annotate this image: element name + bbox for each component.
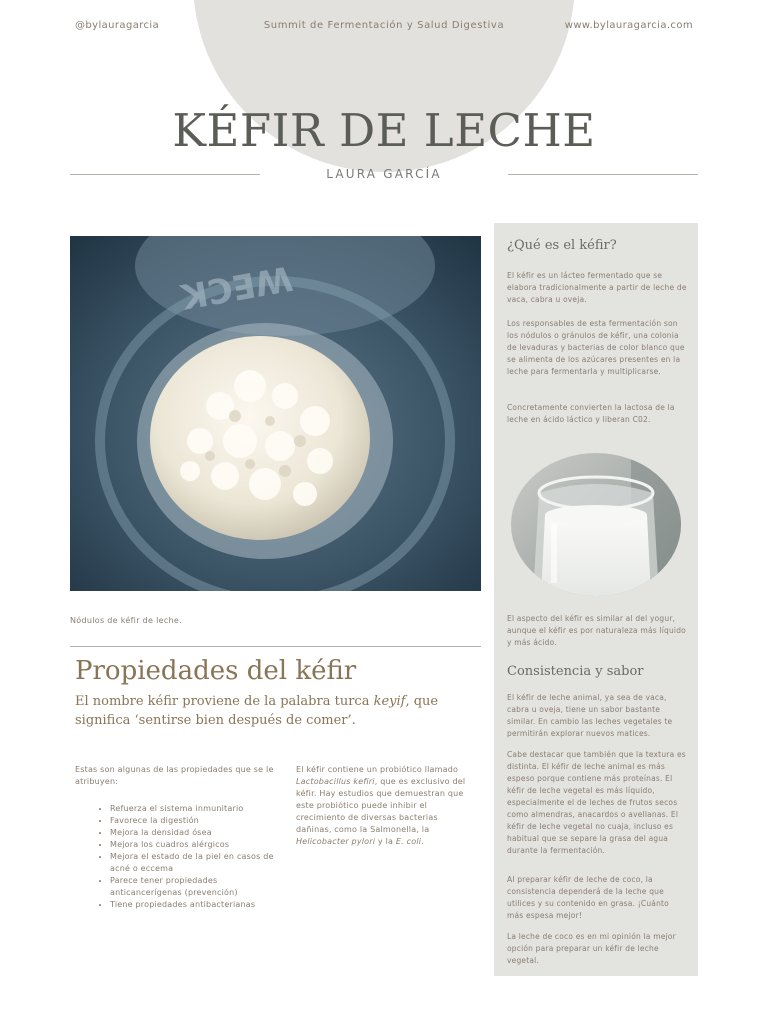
social-handle: @bylauragarcia <box>75 20 160 31</box>
sidebar-paragraph: El kéfir es un lácteo fermentado que se elabora tradicionalmente a partir de leche de vaca, cabra u oveja. <box>507 271 687 304</box>
page-title: KÉFIR DE LECHE <box>172 104 596 157</box>
list-item: • Mejora los cuadros alérgicos <box>110 839 280 851</box>
probiotic-paragraph: El kéfir contiene un probiótico llamado Lactobacillus kefiri, que es exclusivo del kéfir. Hay estudios que demuestran que este probiótico puede inhibir el crecimiento de diversas bacterias dañinas, como la Salmonella, la Helicobacter pylori y la E. coli. <box>296 765 466 846</box>
sidebar-paragraph: Cabe destacar que también que la textura es distinta. El kéfir de leche animal es más espeso porque contiene más proteínas. El kéfir de leche vegetal es más líquido, especialmente el de leches de frutos secos como almendras, anacardos o avellanas. El kéfir de leche vegetal no cuaja, incluso es habitual que se separe la grasa del agua durante la fermentación. <box>507 750 686 855</box>
kefir-grains-photo <box>70 236 481 591</box>
properties-intro: Estas son algunas de las propiedades que se le atribuyen: <box>75 765 274 786</box>
list-item: • Parece tener propiedades anticancerígenas (prevención) <box>110 875 280 899</box>
event-name: Summit de Fermentación y Salud Digestiva <box>263 20 505 31</box>
list-item: • Mejora la densidad ósea <box>110 827 280 839</box>
list-item: • Tiene propiedades antibacterianas <box>110 899 280 911</box>
kefir-glass-photo <box>511 453 681 596</box>
properties-list <box>75 803 280 911</box>
sidebar-heading-what: ¿Qué es el kéfir? <box>507 238 617 253</box>
sidebar-paragraph: Concretamente convierten la lactosa de la leche en ácido láctico y liberan C02. <box>507 403 675 424</box>
properties-heading: Propiedades del kéfir <box>75 656 357 686</box>
sidebar-paragraph: Al preparar kéfir de leche de coco, la consistencia dependerá de la leche que utilices y su contenido en grasa. ¡Cuánto más espesa mejor! <box>507 875 669 920</box>
list-item: • Favorece la digestión <box>110 815 280 827</box>
sidebar-paragraph: La leche de coco es en mi opinión la mejor opción para preparar un kéfir de leche vegetal. <box>507 932 676 965</box>
sidebar-paragraph: Los responsables de esta fermentación son los nódulos o gránulos de kéfir, una colonia de levaduras y bacterias de color blanco que se alimenta de los azúcares presentes en la leche para fermentarla y multiplicarse. <box>507 319 685 376</box>
section-rule <box>70 646 481 647</box>
author-name: LAURA GARCÍA <box>326 167 442 181</box>
list-item: • Mejora el estado de la piel en casos de acné o eccema <box>110 851 280 875</box>
list-item: • Refuerza el sistema inmunitario <box>110 803 280 815</box>
jar-brand-text: WECK <box>178 257 296 316</box>
properties-column <box>75 764 280 911</box>
sidebar-paragraph: El kéfir de leche animal, ya sea de vaca, cabra u oveja, tiene un sabor bastante similar. En cambio las leches vegetales te permitirán explorar nuevos matices. <box>507 693 673 738</box>
properties-subtitle: El nombre kéfir proviene de la palabra turca keyif, que significa ‘sentirse bien después de comer’. <box>75 694 439 728</box>
sidebar-heading-consistency: Consistencia y sabor <box>507 664 644 679</box>
photo-caption: Nódulos de kéfir de leche. <box>70 616 182 625</box>
glass-caption: El aspecto del kéfir es similar al del yogur, aunque el kéfir es por naturaleza más líquido y más ácido. <box>507 614 686 647</box>
website-url: www.bylauragarcia.com <box>564 20 693 31</box>
